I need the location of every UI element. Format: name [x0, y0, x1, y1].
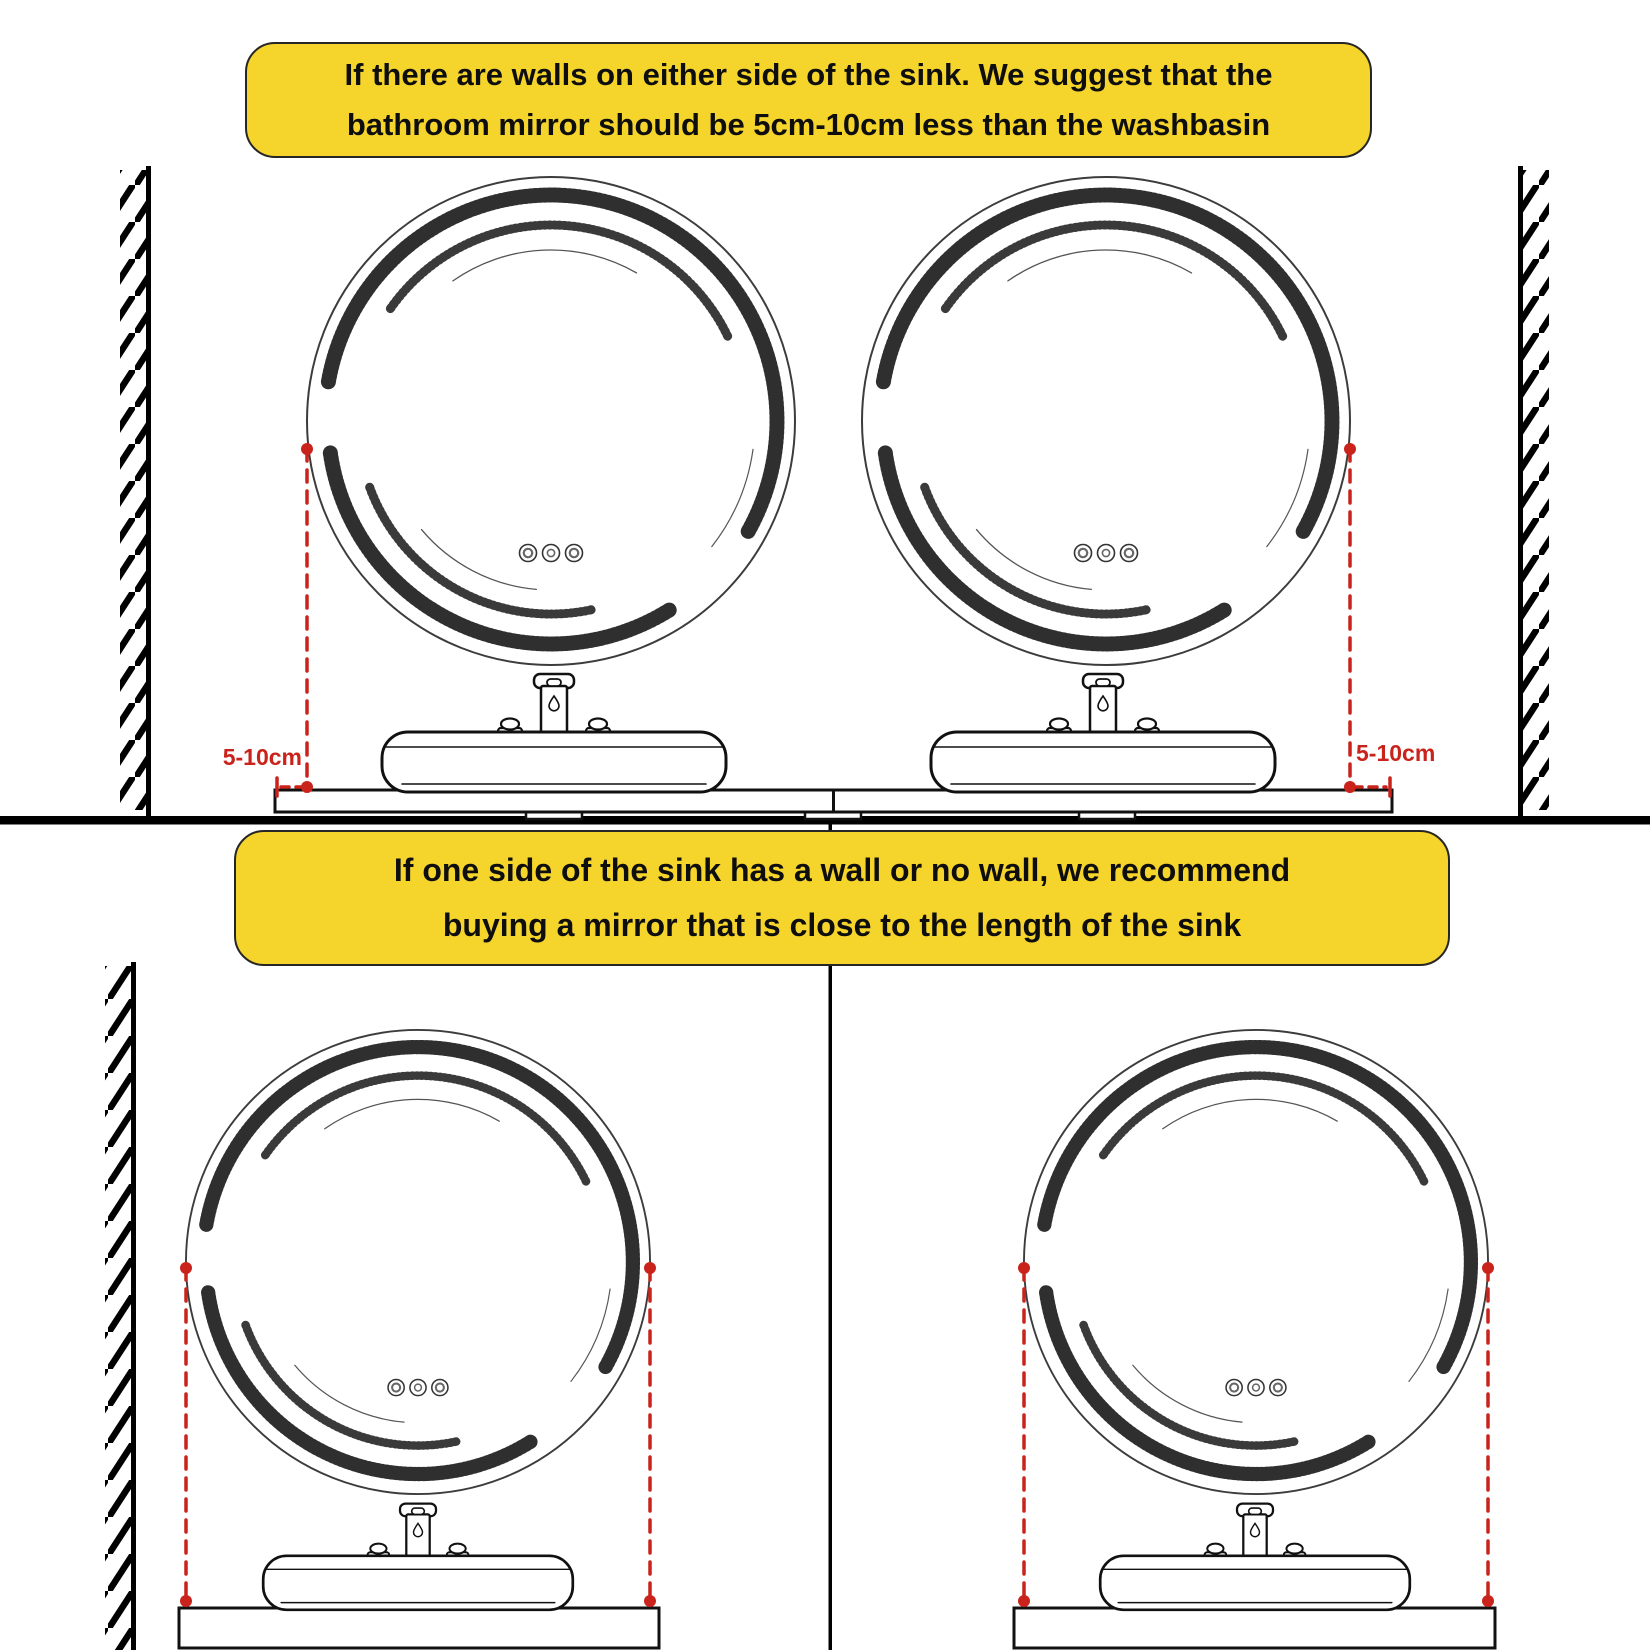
- top-left-mirror: [307, 177, 795, 665]
- top-left-wall: [120, 166, 151, 816]
- top-left-sink: [382, 674, 726, 792]
- bottom-right-sink: [1100, 1504, 1410, 1610]
- top-banner-line2: bathroom mirror should be 5cm-10cm less than the washbasin: [346, 107, 1271, 142]
- dimension-dot: [1344, 781, 1356, 793]
- wall-line: [146, 166, 151, 816]
- wall-hatching: [120, 170, 146, 810]
- wall-hatching: [1523, 170, 1549, 810]
- dimension-label-right: 5-10cm: [1356, 740, 1436, 766]
- bottom-banner: [234, 830, 1450, 966]
- bottom-right-mirror: [1024, 1030, 1488, 1494]
- wall-line: [1518, 166, 1523, 816]
- dimension-dot: [180, 1262, 192, 1274]
- dimension-dot: [301, 443, 313, 455]
- top-banner-line1: If there are walls on either side of the sink. We suggest that the: [344, 57, 1273, 92]
- scene-divider-line: [829, 966, 833, 1650]
- dimension-dot: [644, 1595, 656, 1607]
- top-right-mirror: [862, 177, 1350, 665]
- bottom-left-sink: [263, 1504, 573, 1610]
- top-banner: [245, 42, 1372, 158]
- bottom-banner-line1: If one side of the sink has a wall or no wall, we recommend: [393, 852, 1291, 888]
- dimension-dot: [644, 1262, 656, 1274]
- bottom-left-wall: [105, 962, 136, 1650]
- dimension-dot: [1018, 1262, 1030, 1274]
- wall-hatching: [105, 966, 131, 1650]
- bottom-banner-line2: buying a mirror that is close to the length of the sink: [442, 907, 1242, 943]
- dimension-label-left: 5-10cm: [222, 744, 302, 770]
- dimension-dot: [1018, 1595, 1030, 1607]
- top-right-wall: [1518, 166, 1549, 816]
- dimension-dot: [1482, 1595, 1494, 1607]
- dimension-dot: [301, 781, 313, 793]
- dimension-dot: [1482, 1262, 1494, 1274]
- dimension-dot: [180, 1595, 192, 1607]
- dimension-dot: [1344, 443, 1356, 455]
- top-right-sink: [931, 674, 1275, 792]
- bottom-left-mirror: [186, 1030, 650, 1494]
- wall-line: [131, 962, 136, 1650]
- bottom-right-countertop: [1014, 1608, 1495, 1648]
- bottom-left-countertop: [179, 1608, 659, 1648]
